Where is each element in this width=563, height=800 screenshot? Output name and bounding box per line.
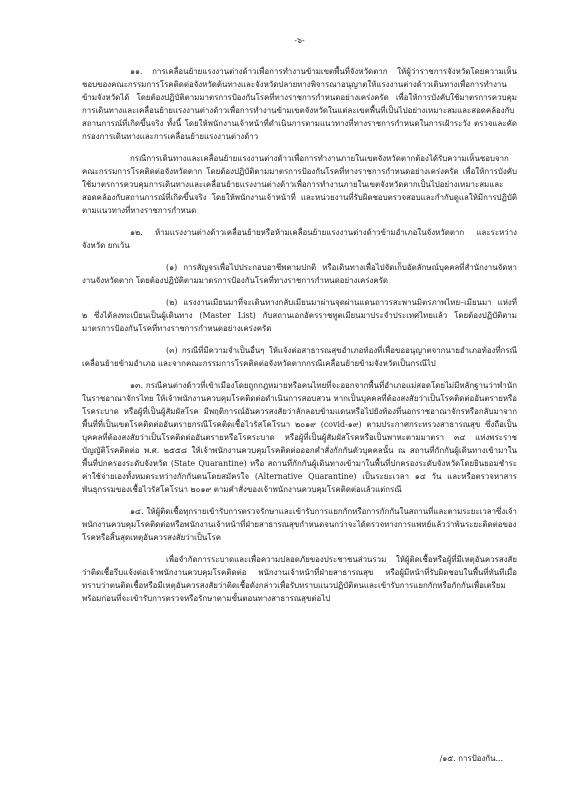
- paragraph-14-notification: เพื่อจำกัดการระบาดและเพื่อความปลอดภัยของประชาชนส่วนรวม ให้ผู้ติดเชื้อหรือผู้ที่มีเหตุอันควรสงสัยว่าติดเชื้อรีบแจ้งต่อเจ้าพนักงานควบคุมโรคติดต่อ พนักงานเจ้าหน้าที่ฝ่ายสาธารณสุข หรือผู้มีหน้าที่รับผิดชอบในพื้นที่ทันทีเมื่อทราบว่าตนติดเชื้อหรือมีเหตุอันควรสงสัยว่าติดเชื้อดังกล่าวเพื่อรับทราบแนวปฏิบัติตนและเข้ารับการแยกกักหรือกักกันเพื่อเตรียมพร้อมก่อนที่จะเข้ารับการตรวจหรือรักษาตามขั้นตอนทางสาธารณสุขต่อไป: [82, 555, 517, 603]
- paragraph-12-item-3: (๓) กรณีที่มีความจำเป็นอื่นๆ ให้แจ้งต่อสาธารณสุขอำเภอท้องที่เพื่อขออนุญาตจากนายอำเภอท้องที่กรณีเคลื่อนย้ายข้ามอำเภอ และจากคณะกรรมการโรคติดต่อจังหวัดตากกรณีเคลื่อนย้ายข้ามจังหวัดเป็นกรณีไป: [82, 346, 517, 368]
- paragraph-13: ๑๓. กรณีคนต่างด้าวที่เข้าเมืองโดยถูกกฎหมายหรือคนไทยที่จะออกจากพื้นที่อำเภอแม่สอดโดยไม่มีหลักฐานว่าพำนักในราชอาณาจักรไทย ให้เจ้าพนักงานควบคุมโรคติดต่อดำเนินการสอบสวน หากเป็นบุคคลที่ต้องสงสัยว่าเป็นโรคติดต่ออันตรายหรือโรคระบาด หรือผู้ที่เป็นผู้สัมผัสโรค มีพฤติการณ์อันควรสงสัยว่าลักลอบข้ามแดนหรือไปยังท้องที่นอกราชอาณาจักรหรือกลับมาจากพื้นที่ที่เป็นเขตโรคติดต่ออันตรายกรณีโรคติดเชื้อไวรัสโคโรนา ๒๐๑๙ (covid-๑๙) ตามประกาศกระทรวงสาธารณสุข ซึ่งถือเป็นบุคคลที่ต้องสงสัยว่าเป็นโรคติดต่ออันตรายหรือโรคระบาด หรือผู้ที่เป็นผู้สัมผัสโรคหรือเป็นพาหะตามมาตรา ๓๔ แห่งพระราชบัญญัติโรคติดต่อ พ.ศ. ๒๕๕๘ ให้เจ้าพนักงานควบคุมโรคติดต่อออกคำสั่งกักกันตัวบุคคลนั้น ณ สถานที่กักกันผู้เดินทางเข้ามาในพื้นที่ปกครองระดับจังหวัด (State Quarantine) หรือ สถานที่กักกันผู้เดินทางเข้ามาในพื้นที่ปกครองระดับจังหวัดโดยยินยอมชำระค่าใช้จ่ายเองทั้งหมดระหว่างกักกันตนโดยสมัครใจ (Alternative Quarantine) เป็นระยะเวลา ๑๔ วัน และหรือตรวจหาสารพันธุกรรมของเชื้อไวรัสโคโรนา ๒๐๑๙ ตามคำสั่งของเจ้าพนักงานควบคุมโรคติดต่อแล้วแต่กรณี: [82, 381, 517, 494]
- paragraph-14: ๑๔. ให้ผู้ติดเชื้อทุกรายเข้ารับการตรวจรักษาและเข้ารับการแยกกักหรือการกักกันในสถานที่และตามระยะเวลาซึ่งเจ้าพนักงานควบคุมโรคติดต่อหรือพนักงานเจ้าหน้าที่ฝ่ายสาธารณสุขกำหนดจนกว่าจะได้ตรวจทางการแพทย์แล้วว่าพ้นระยะติดต่อของโรคหรือสิ้นสุดเหตุอันควรสงสัยว่าเป็นโรค: [82, 507, 517, 542]
- continuation-marker: /๑๕. การป้องกัน...: [439, 754, 503, 763]
- paragraph-12-item-1: (๑) การสัญจรเพื่อไปประกอบอาชีพตามปกติ หรือเดินทางเพื่อไปจัดเก็บอัตลักษณ์บุคคลที่สำนักงานจัดหางานจังหวัดตาก โดยต้องปฏิบัติตามมาตรการป้องกันโรคที่ทางราชการกำหนดอย่างเคร่งครัด: [82, 263, 517, 285]
- paragraph-11-movement-within-tak: กรณีการเดินทางและเคลื่อนย้ายแรงงานต่างด้าวเพื่อการทำงานภายในเขตจังหวัดตากต้องได้รับความเห็นชอบจากคณะกรรมการโรคติดต่อจังหวัดตาก โดยต้องปฏิบัติตามมาตรการป้องกันโรคที่ทางราชการกำหนดอย่างเคร่งครัด เพื่อให้การบังคับใช้มาตรการควบคุมการเดินทางและเคลื่อนย้ายแรงงานต่างด้าวเพื่อการทำงานภายในเขตจังหวัดตากเป็นไปอย่างเหมาะสมและสอดคล้องกับสถานการณ์ที่เกิดขึ้นจริง โดยให้พนักงานเจ้าหน้าที่ และหน่วยงานที่รับผิดชอบตรวจสอบและกำกับดูแลให้มีการปฏิบัติตามแนวทางที่ทางราชการกำหนด: [82, 154, 517, 215]
- page-number: -๖-: [294, 36, 305, 45]
- paragraph-11: ๑๑. การเคลื่อนย้ายแรงงานต่างด้าวเพื่อการทำงานข้ามเขตพื้นที่จังหวัดตาก ให้ผู้ว่าราชการจังหวัดโดยความเห็นชอบของคณะกรรมการโรคติดต่อจังหวัดต้นทางและจังหวัดปลายทางพิจารณาอนุญาตให้แรงงานต่างด้าวเดินทางเพื่อการทำงานข้ามจังหวัดได้ โดยต้องปฏิบัติตามมาตรการป้องกันโรคที่ทางราชการกำหนดอย่างเคร่งครัด เพื่อให้การบังคับใช้มาตรการควบคุมการเดินทางและเคลื่อนย้ายแรงงานต่างด้าวเพื่อการทำงานข้ามเขตจังหวัดในแต่ละเขตพื้นที่เป็นไปอย่างเหมาะสมและสอดคล้องกับสถานการณ์ที่เกิดขึ้นจริง ทั้งนี้ โดยให้พนักงานเจ้าหน้าที่ดำเนินการตามแนวทางที่ทางราชการกำหนดในการเฝ้าระวัง ตรวจและคัดกรองการเดินทางและการเคลื่อนย้ายแรงงานต่างด้าว: [82, 67, 517, 141]
- paragraph-12: ๑๒. ห้ามแรงงานต่างด้าวเคลื่อนย้ายหรือห้ามเคลื่อนย้ายแรงงานต่างด้าวข้ามอำเภอในจังหวัดตาก และระหว่างจังหวัด ยกเว้น: [82, 228, 517, 250]
- paragraph-12-item-2: (๒) แรงงานเมียนมาที่จะเดินทางกลับเมียนมาผ่านจุดผ่านแดนถาวรสะพานมิตรภาพไทย–เมียนมา แห่งที่ ๒ ซึ่งได้ลงทะเบียนเป็นผู้เดินทาง (Master List) กับสถานเอกอัครราชทูตเมียนมาประจำประเทศไทยแล้ว โดยต้องปฏิบัติตามมาตรการป้องกันโรคที่ทางราชการกำหนดอย่างเคร่งครัด: [82, 298, 517, 333]
